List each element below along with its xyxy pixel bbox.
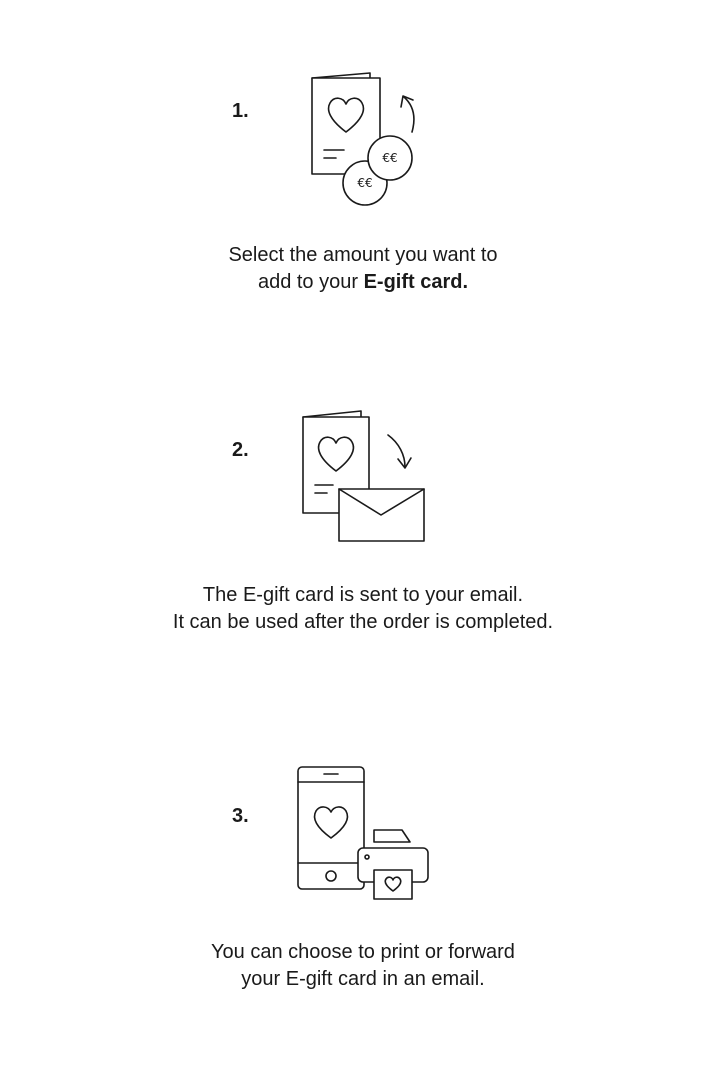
card-with-envelope-icon (295, 405, 435, 550)
coin-currency-label: €€ (357, 176, 373, 190)
card-with-coins-icon (300, 70, 420, 210)
description-line-2: It can be used after the order is completed. (172, 611, 554, 633)
step-number: 3. (232, 805, 249, 827)
step-description (0, 242, 726, 296)
step-description (0, 582, 726, 636)
e-gift-card-emphasis: E-gift card. (363, 271, 469, 293)
phone-with-printer-icon (294, 762, 439, 907)
description-line-1: The E-gift card is sent to your email. (202, 584, 524, 606)
description-line-1: Select the amount you want to (228, 244, 498, 266)
step-number: 1. (232, 100, 249, 122)
description-text: add to your (257, 271, 364, 293)
description-line-2 (0, 269, 726, 296)
step-number: 2. (232, 439, 249, 461)
coin-currency-label: €€ (382, 151, 398, 165)
description-line-1: You can choose to print or forward (211, 941, 515, 963)
step-description (0, 939, 726, 993)
description-line-2: your E-gift card in an email. (241, 968, 485, 990)
